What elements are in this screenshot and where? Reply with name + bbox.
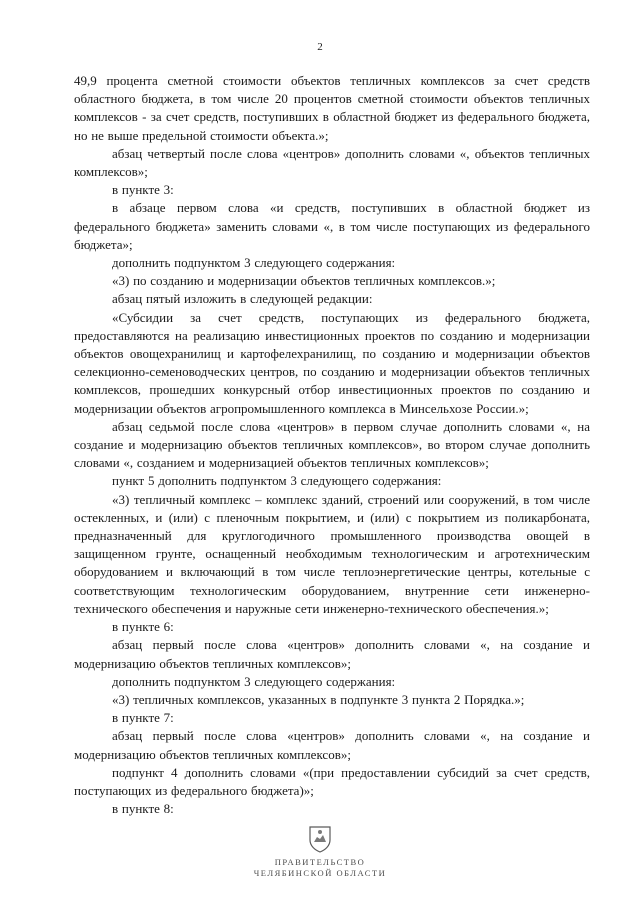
page-number: 2 [317,41,323,53]
paragraph: «Субсидии за счет средств, поступающих из федерального бюджета, предоставляются на реализацию инвестиционных проектов по созданию и модернизации объектов овощехранилищ и картофелехранилищ, по созданию и модернизации объектов селекционно-семеноводческих центров, по созданию и модернизации объектов тепличных комплексов, прошедших конкурсный отбор инвестиционных проектов по созданию и модернизации объектов агропромышленного комплекса в Минсельхозе России.»; [74,309,590,416]
coat-of-arms-icon [308,825,332,853]
paragraph: абзац первый после слова «центров» дополнить словами «, на создание и модернизацию объектов тепличных комплексов»; [74,637,590,671]
paragraph: «3) тепличных комплексов, указанных в подпункте 3 пункта 2 Порядка.»; [112,691,525,707]
paragraph: «3) по созданию и модернизации объектов тепличных комплексов.»; [112,273,496,289]
paragraph: «3) тепличный комплекс – комплекс зданий, строений или сооружений, в том числе остекленных, и (или) с пленочным покрытием, и (или) с покрытием из поликарбоната, предназначенный для круглогодичного промышленного производства овощей в защищенном грунте, оснащенный необходимым технологическим и агротехническим оборудованием и включающий в том числе теплоэнергетические центры, котельные с соответствующим технологическим оборудованием, внутренние сети инженерно-технического обеспечения и наружные сети инженерно-технического обеспечения.»; [74,491,590,616]
paragraph: в пункте 8: [112,801,174,817]
document-body [74,72,590,818]
paragraph: в пункте 3: [112,182,174,198]
footer-line-2: ЧЕЛЯБИНСКОЙ ОБЛАСТИ [253,868,387,878]
paragraph: подпункт 4 дополнить словами «(при предоставлении субсидий за счет средств, поступающих из федерального бюджета)»; [74,764,590,798]
paragraph: в абзаце первом слова «и средств, поступивших в областной бюджет из федерального бюджета» заменить словами «, в том числе поступающих из федерального бюджета»; [74,200,590,252]
paragraph: дополнить подпунктом 3 следующего содержания: [112,673,396,689]
paragraph: 49,9 процента сметной стоимости объектов тепличных комплексов за счет средств областного бюджета, в том числе 20 процентов сметной стоимости объектов тепличных комплексов - за счет средств, поступивших в областной бюджет из федерального бюджета, но не выше предельной стоимости объекта.»; [74,73,590,143]
paragraph: дополнить подпунктом 3 следующего содержания: [112,255,396,271]
paragraph: абзац четвертый после слова «центров» дополнить словами «, объектов тепличных комплексов»; [74,145,590,180]
paragraph: абзац пятый изложить в следующей редакции: [112,291,373,307]
paragraph: абзац седьмой после слова «центров» в первом случае дополнить словами «, на создание и модернизацию объектов тепличных комплексов», во втором случае дополнить словами «, созданием и модернизацией объектов тепличных комплексов»; [74,418,590,471]
paragraph: в пункте 7: [112,710,174,726]
paragraph: абзац первый после слова «центров» дополнить словами «, на создание и модернизацию объектов тепличных комплексов»; [74,728,590,762]
paragraph: пункт 5 дополнить подпунктом 3 следующего содержания: [112,473,442,489]
footer-line-1: ПРАВИТЕЛЬСТВО [274,857,366,867]
paragraph: в пункте 6: [112,619,174,635]
government-footer [0,825,640,879]
